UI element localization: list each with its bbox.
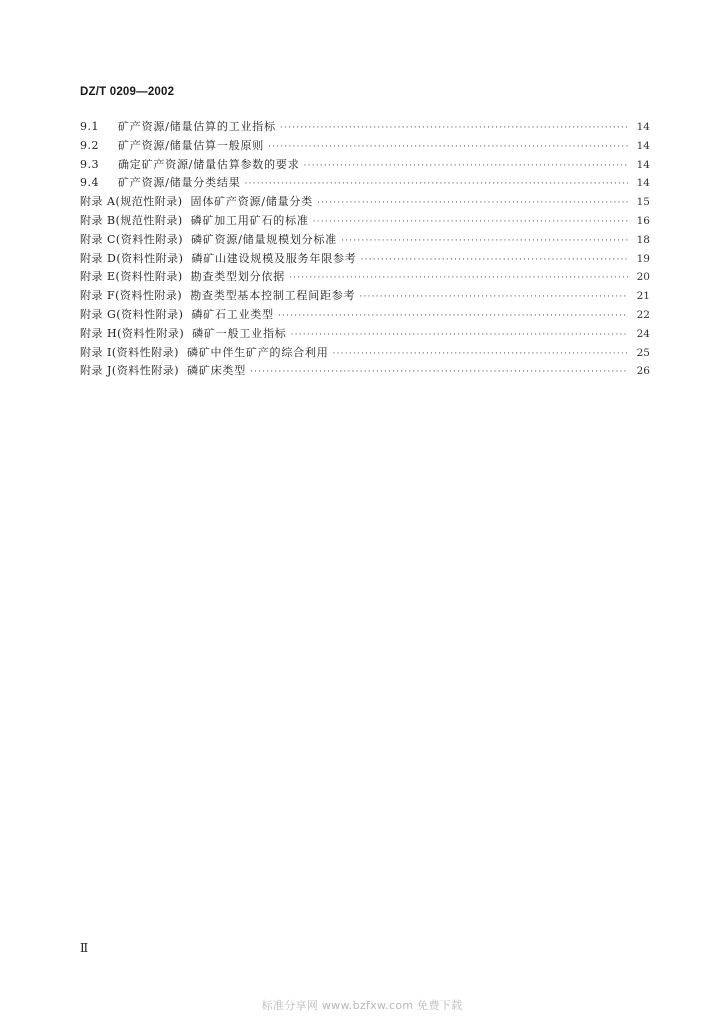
toc-entry-title: 矿产资源/储量估算的工业指标 — [118, 120, 276, 133]
toc-entry-number: 9.2 — [80, 138, 99, 152]
toc-entry-title: 磷矿资源/储量规模划分标准 — [191, 232, 338, 246]
toc-entry[interactable] — [80, 174, 650, 193]
toc-entry-number: 附录 E(资料性附录) — [80, 270, 183, 284]
toc-entry-title: 磷矿床类型 — [187, 364, 246, 378]
toc-dot-leader — [313, 213, 628, 232]
toc-entry-page: 19 — [636, 252, 650, 265]
toc-dot-leader — [291, 326, 628, 345]
toc-dot-leader — [280, 119, 628, 138]
toc-entry-number: 9.3 — [80, 157, 99, 171]
toc-entry-page: 14 — [636, 139, 650, 152]
toc-dot-leader — [359, 288, 628, 307]
toc-entry-title: 磷矿一般工业指标 — [192, 326, 287, 340]
toc-entry-page: 25 — [636, 346, 650, 359]
toc-dot-leader — [341, 232, 628, 251]
toc-entry-number: 附录 H(资料性附录) — [80, 326, 185, 340]
toc-entry[interactable] — [80, 212, 650, 231]
toc-entry-number: 附录 G(资料性附录) — [80, 307, 184, 321]
toc-entry-title: 确定矿产资源/储量估算参数的要求 — [118, 157, 300, 171]
toc-entry-page: 22 — [636, 308, 650, 321]
toc-entry-title: 磷矿山建设规模及服务年限参考 — [191, 251, 357, 265]
toc-entry-title: 矿产资源/储量估算一般原则 — [118, 138, 265, 152]
toc-entry-number: 附录 F(资料性附录) — [80, 289, 183, 303]
toc-dot-leader — [304, 157, 628, 176]
toc-entry-page: 14 — [636, 177, 650, 190]
toc-entry-number: 9.4 — [80, 176, 99, 190]
toc-entry[interactable] — [80, 193, 650, 212]
toc-entry[interactable] — [80, 268, 650, 287]
toc-dot-leader — [361, 251, 628, 270]
toc-dot-leader — [289, 269, 628, 288]
toc-entry-title: 磷矿加工用矿石的标准 — [190, 213, 309, 227]
toc-entry[interactable] — [80, 362, 650, 381]
toc-entry[interactable] — [80, 287, 650, 306]
watermark-text: 标准分享网 www.bzfxw.com 免费下载 — [261, 999, 463, 1012]
toc-entry-page: 24 — [636, 327, 650, 340]
toc-dot-leader — [245, 175, 628, 194]
toc-entry-number: 附录 B(规范性附录) — [80, 213, 183, 227]
toc-dot-leader — [317, 194, 628, 213]
toc-entry-page: 14 — [636, 158, 650, 171]
toc-entry[interactable] — [80, 231, 650, 250]
toc-entry-title: 磷矿中伴生矿产的综合利用 — [186, 345, 329, 359]
toc-entry-number: 9.1 — [80, 120, 99, 133]
toc-entry-number: 附录 D(资料性附录) — [80, 251, 184, 265]
toc-entry[interactable] — [80, 250, 650, 269]
toc-dot-leader — [278, 307, 628, 326]
toc-entry-title: 固体矿产资源/储量分类 — [190, 195, 314, 209]
toc-entry-page: 26 — [636, 365, 650, 378]
toc-entry-page: 14 — [636, 121, 650, 133]
toc-dot-leader — [333, 345, 628, 364]
toc-entry-title: 矿产资源/储量分类结果 — [118, 176, 241, 190]
toc-entry-page: 21 — [636, 290, 650, 303]
toc-entry-number: 附录 C(资料性附录) — [80, 232, 183, 246]
toc-entry-number: 附录 A(规范性附录) — [80, 195, 183, 209]
toc-dot-leader — [250, 363, 628, 382]
table-of-contents — [80, 118, 650, 381]
toc-entry-page: 16 — [636, 214, 650, 227]
standard-code: DZ/T 0209—2002 — [80, 86, 175, 98]
toc-entry-page: 20 — [636, 271, 650, 284]
toc-entry-title: 勘查类型划分依据 — [190, 270, 286, 284]
toc-dot-leader — [268, 138, 628, 157]
toc-entry[interactable] — [80, 344, 650, 363]
page-number: Ⅱ — [80, 941, 89, 955]
toc-entry-title: 勘查类型基本控制工程间距参考 — [190, 289, 356, 303]
toc-entry[interactable] — [80, 306, 650, 325]
toc-entry-number: 附录 J(资料性附录) — [80, 364, 179, 378]
toc-entry[interactable] — [80, 156, 650, 175]
toc-entry[interactable] — [80, 137, 650, 156]
toc-entry[interactable] — [80, 325, 650, 344]
toc-entry[interactable] — [80, 118, 650, 137]
toc-entry-page: 18 — [636, 233, 650, 246]
toc-entry-page: 15 — [636, 196, 650, 209]
toc-entry-title: 磷矿石工业类型 — [191, 307, 274, 321]
toc-entry-number: 附录 I(资料性附录) — [80, 345, 179, 359]
